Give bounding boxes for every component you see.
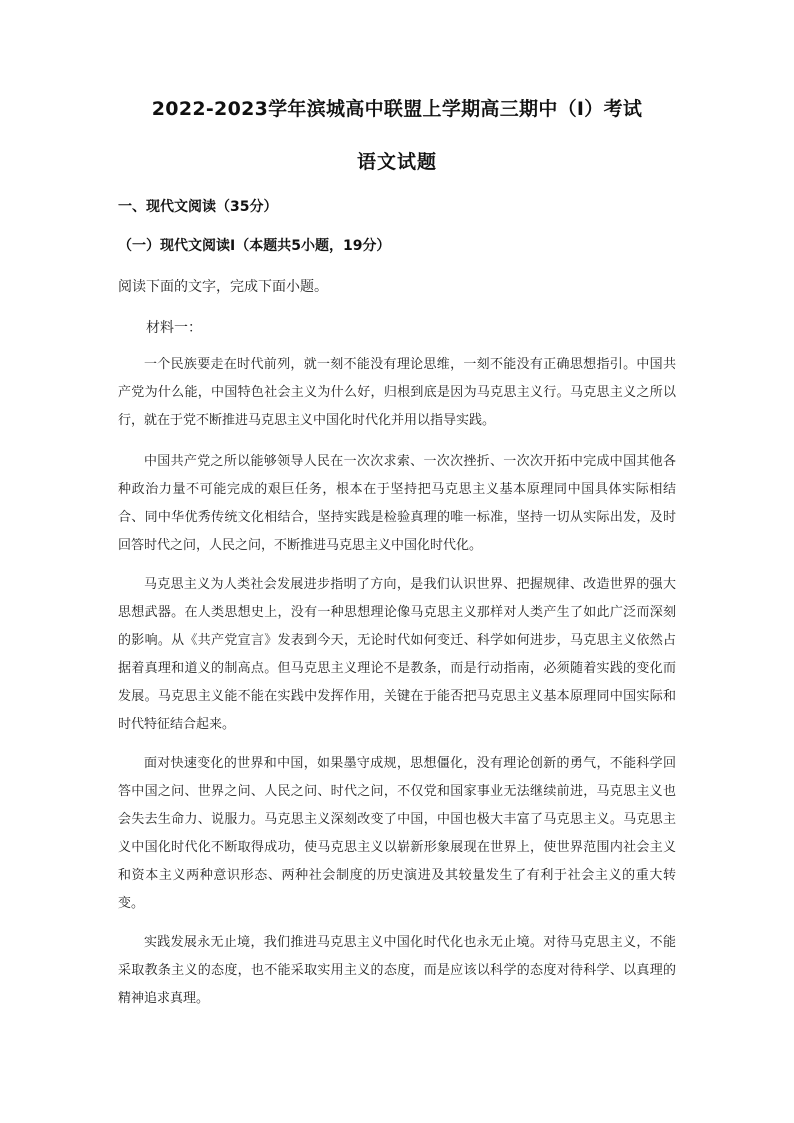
material-label: 材料一： (146, 320, 202, 336)
body-paragraph: 面对快速变化的世界和中国，如果墨守成规，思想僵化，没有理论创新的勇气，不能科学回答中国之问、世界之问、人民之问、时代之问，不仅党和国家事业无法继续前进，马克思主义也会失去生命力、说服力。马克思主义深刻改变了中国，中国也极大丰富了马克思主义。马克思主义中国化时代化不断取得成功，使马克思主义以崭新形象展现在世界上，使世界范围内社会主义和资本主义两种意识形态、两种社会制度的历史演进及其较量发生了有利于社会主义的重大转变。 (118, 756, 676, 911)
exam-subject-title: 语文试题 (356, 151, 437, 173)
body-paragraph: 一个民族要走在时代前列，就一刻不能没有理论思维，一刻不能没有正确思想指引。中国共产党为什么能，中国特色社会主义为什么好，归根到底是因为马克思主义行。马克思主义之所以行，就在于党不断推进马克思主义中国化时代化并用以指导实践。 (118, 357, 676, 428)
body-paragraph: 马克思主义为人类社会发展进步指明了方向，是我们认识世界、把握规律、改造世界的强大思想武器。在人类思想史上，没有一种思想理论像马克思主义那样对人类产生了如此广泛而深刻的影响。从《共产党宣言》发表到今天，无论时代如何变迁、科学如何进步，马克思主义依然占据着真理和道义的制高点。但马克思主义理论不是教条，而是行动指南，必须随着实践的变化而发展。马克思主义能不能在实践中发挥作用，关键在于能否把马克思主义基本原理同中国实际和时代特征结合起来。 (118, 577, 676, 732)
reading-instruction: 阅读下面的文字，完成下面小题。 (118, 279, 328, 295)
section-heading: 一、现代文阅读（35分） (118, 199, 278, 215)
body-paragraph: 中国共产党之所以能够领导人民在一次次求索、一次次挫折、一次次开拓中完成中国其他各种政治力量不可能完成的艰巨任务，根本在于坚持把马克思主义基本原理同中国具体实际相结合、同中华优秀传统文化相结合，坚持实践是检验真理的唯一标准，坚持一切从实际出发，及时回答时代之问，人民之问，不断推进马克思主义中国化时代化。 (118, 454, 676, 553)
exam-title: 2022-2023学年滨城高中联盟上学期高三期中（Ⅰ）考试 (151, 98, 643, 120)
subsection-heading: （一）现代文阅读Ⅰ（本题共5小题，19分） (118, 238, 391, 254)
body-paragraph: 实践发展永无止境，我们推进马克思主义中国化时代化也永无止境。对待马克思主义，不能采取教条主义的态度，也不能采取实用主义的态度，而是应该以科学的态度对待科学、以真理的精神追求真理。 (118, 935, 676, 1006)
